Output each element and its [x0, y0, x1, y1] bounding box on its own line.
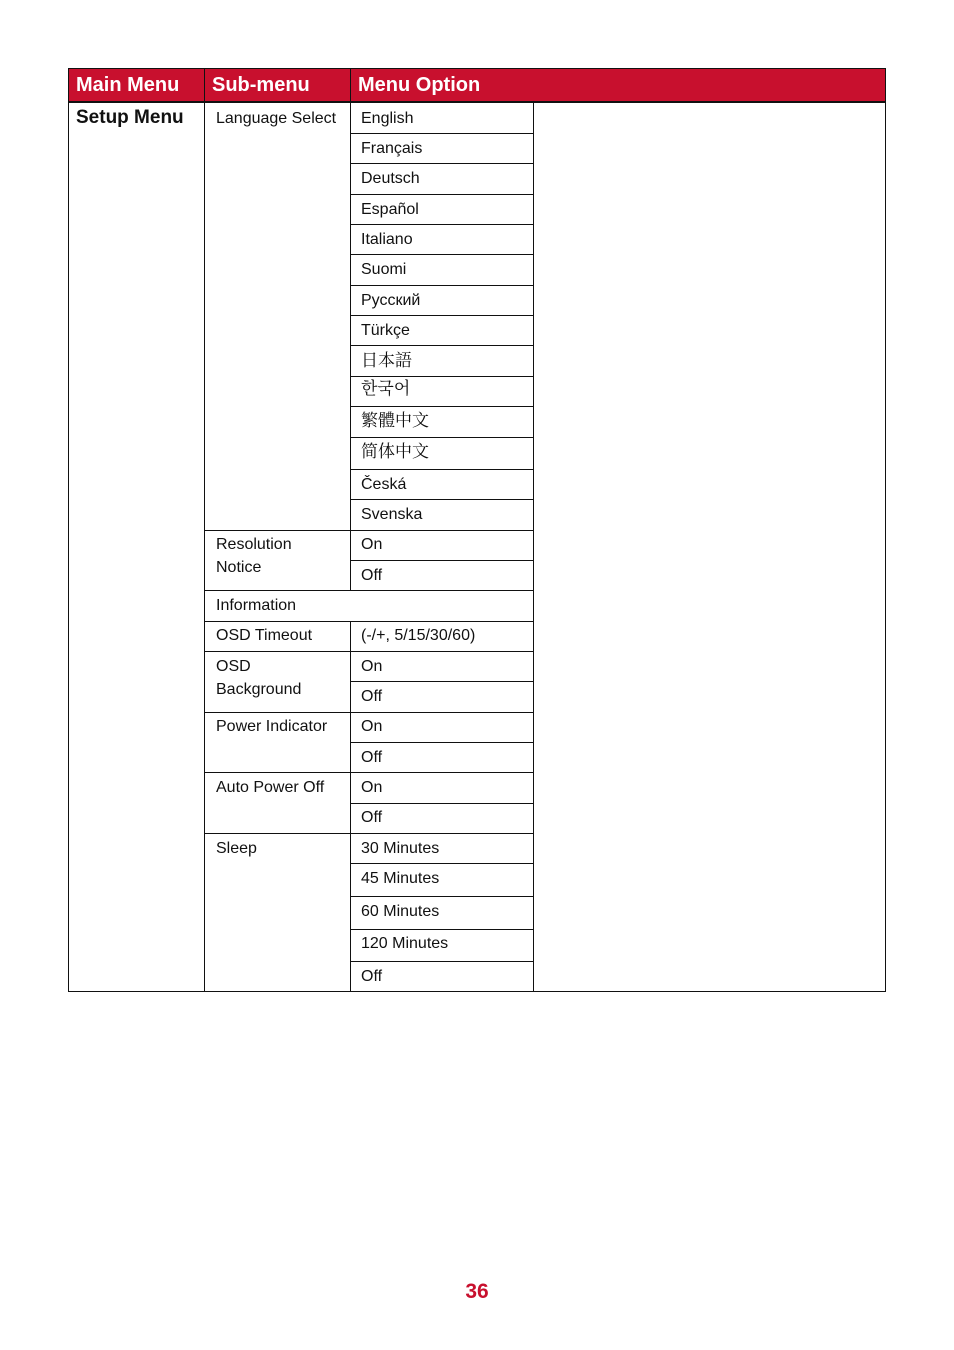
option-language: Suomi [361, 261, 407, 278]
submenu-resolution-notice-line2: Notice [216, 559, 262, 576]
column-divider [350, 103, 351, 591]
option-power-indicator-off: Off [361, 749, 383, 766]
row-divider [350, 345, 534, 346]
row-divider [350, 742, 534, 743]
row-divider [350, 961, 534, 962]
option-sleep: 60 Minutes [361, 903, 440, 920]
option-resolution-notice-on: On [361, 536, 383, 553]
option-language: 简体中文 [361, 442, 429, 462]
option-sleep: 120 Minutes [361, 935, 449, 952]
row-divider [350, 469, 534, 470]
header-divider [350, 69, 351, 103]
option-auto-power-off-on: On [361, 779, 383, 796]
option-osd-timeout: (-/+, 5/15/30/60) [361, 627, 476, 644]
row-divider [350, 285, 534, 286]
option-osd-background-on: On [361, 658, 383, 675]
submenu-information: Information [216, 597, 297, 614]
submenu-sleep: Sleep [216, 840, 257, 857]
submenu-language-select: Language Select [216, 110, 337, 127]
option-language: Русский [361, 292, 421, 309]
row-divider [350, 376, 534, 377]
table-header [69, 69, 885, 103]
row-divider [204, 712, 534, 713]
row-divider [350, 254, 534, 255]
menu-table [68, 68, 886, 992]
row-divider [350, 929, 534, 930]
option-language: Français [361, 140, 423, 157]
submenu-osd-timeout: OSD Timeout [216, 627, 313, 644]
option-language: Italiano [361, 231, 413, 248]
option-sleep: 45 Minutes [361, 870, 440, 887]
row-divider [350, 133, 534, 134]
submenu-resolution-notice-line1: Resolution [216, 536, 292, 553]
row-divider [204, 530, 534, 531]
option-sleep: Off [361, 968, 383, 985]
page-number: 36 [465, 1280, 489, 1303]
header-divider [204, 69, 205, 103]
option-language: 한국어 [361, 379, 411, 399]
main-menu-setup: Setup Menu [76, 107, 184, 128]
column-divider [204, 103, 205, 991]
option-auto-power-off-off: Off [361, 809, 383, 826]
row-divider [350, 896, 534, 897]
option-language: English [361, 110, 414, 127]
option-resolution-notice-off: Off [361, 567, 383, 584]
row-divider [350, 194, 534, 195]
row-divider [350, 224, 534, 225]
option-language: Deutsch [361, 170, 420, 187]
option-language: Türkçe [361, 322, 410, 339]
submenu-auto-power-off: Auto Power Off [216, 779, 325, 796]
header-sub-menu: Sub-menu [212, 74, 310, 96]
option-language: 日本語 [361, 351, 412, 371]
submenu-osd-background-line1: OSD [216, 658, 251, 675]
column-divider [533, 103, 534, 991]
header-main-menu: Main Menu [76, 74, 180, 96]
row-divider [350, 499, 534, 500]
submenu-osd-background-line2: Background [216, 681, 302, 698]
row-divider [204, 772, 534, 773]
option-language: Česká [361, 476, 407, 493]
row-divider [204, 621, 534, 622]
header-menu-option: Menu Option [358, 74, 481, 96]
column-divider [350, 621, 351, 991]
submenu-power-indicator: Power Indicator [216, 718, 328, 735]
row-divider [204, 590, 534, 591]
row-divider [204, 833, 534, 834]
row-divider [350, 315, 534, 316]
row-divider [350, 803, 534, 804]
row-divider [350, 163, 534, 164]
submenu-osd-background [216, 655, 301, 701]
option-sleep: 30 Minutes [361, 840, 440, 857]
row-divider [350, 406, 534, 407]
row-divider [350, 560, 534, 561]
row-divider [350, 681, 534, 682]
submenu-resolution-notice [216, 533, 292, 579]
option-language: Español [361, 201, 419, 218]
option-language: 繁體中文 [361, 411, 429, 431]
row-divider [350, 437, 534, 438]
row-divider [204, 651, 534, 652]
option-language: Svenska [361, 506, 423, 523]
row-divider [350, 863, 534, 864]
option-osd-background-off: Off [361, 688, 383, 705]
option-power-indicator-on: On [361, 718, 383, 735]
